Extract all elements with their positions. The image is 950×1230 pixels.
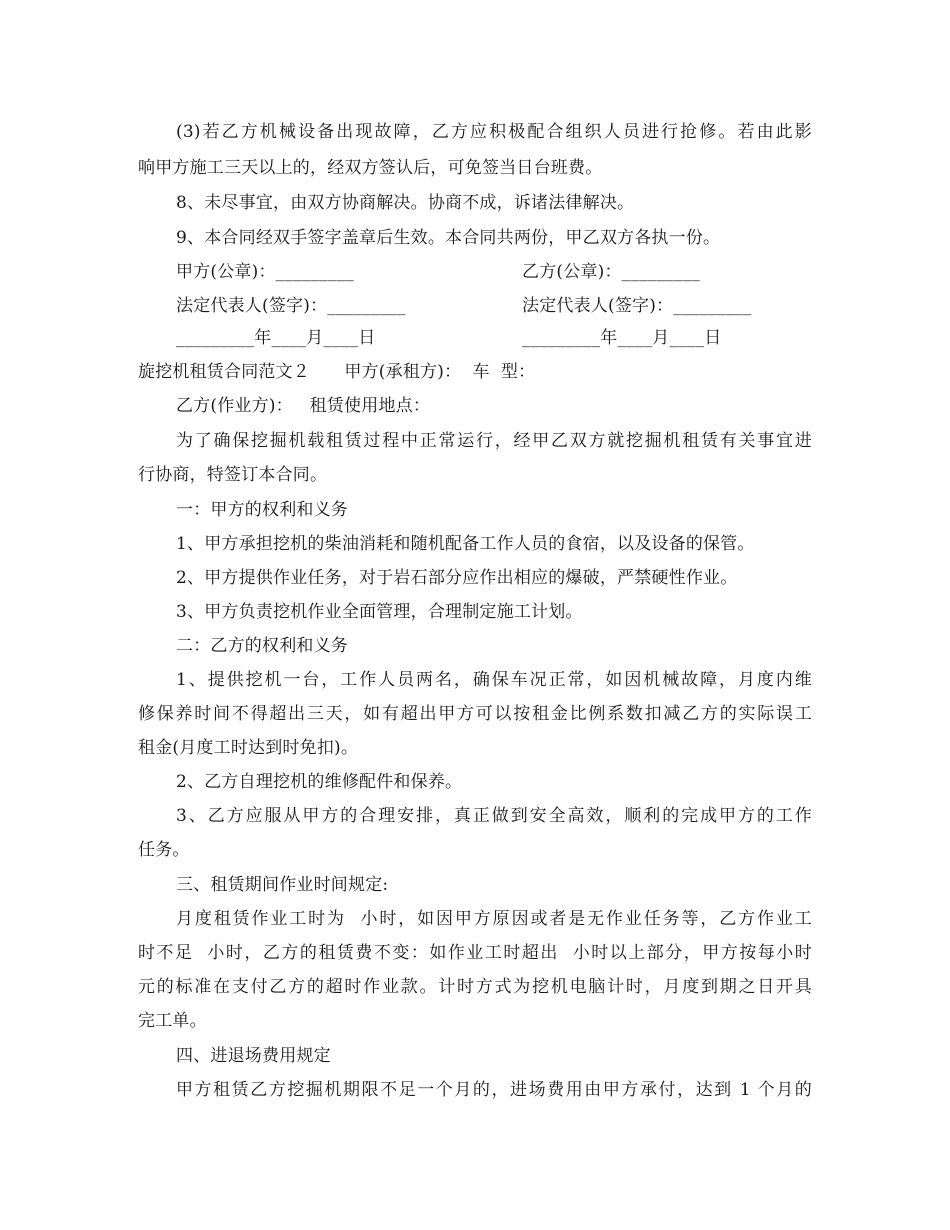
section-3-line-3: 元的标准在支付乙方的超时作业款。计时方式为挖机电脑计时，月度到期之日开具: [138, 977, 812, 997]
section-2-item-3-line-1: 3、乙方应服从甲方的合理安排，真正做到安全高效，顺利的完成甲方的工作: [176, 806, 812, 826]
section-3-line-4: 完工单。: [138, 1011, 207, 1031]
intro-line-2: 行协商，特签订本合同。: [138, 465, 328, 485]
section-3-line-2: 时不足 小时，乙方的租赁费不变：如作业工时超出 小时以上部分，甲方按每小时: [138, 943, 812, 963]
section-4-line-1: 甲方租赁乙方挖掘机期限不足一个月的，进场费用由甲方承付，达到 1 个月的: [176, 1080, 812, 1100]
paragraph-8: 8、未尽事宜，由双方协商解决。协商不成，诉诸法律解决。: [176, 193, 635, 213]
section-2-item-1-line-3: 租金(月度工时达到时免扣)。: [138, 738, 359, 758]
contract-title-line: 旋挖机租赁合同范文２ 甲方(承租方)： 车 型：: [138, 362, 536, 382]
section-1-item-1: 1、甲方承担挖机的柴油消耗和随机配备工作人员的食宿，以及设备的保管。: [176, 534, 755, 554]
section-1-item-3: 3、甲方负责挖机作业全面管理，合理制定施工计划。: [176, 602, 583, 622]
section-2-title: 二：乙方的权利和义务: [176, 636, 348, 656]
section-3-title: 三、租赁期间作业时间规定:: [176, 875, 389, 895]
intro-line-1: 为了确保挖掘机载租赁过程中正常运行，经甲乙双方就挖掘机租赁有关事宜进: [176, 431, 812, 451]
section-2-item-1-line-1: 1、提供挖机一台，工作人员两名，确保车况正常，如因机械故障，月度内维: [176, 670, 812, 690]
party-b-line: 乙方(作业方)： 租赁使用地点：: [176, 396, 431, 416]
party-a-date: _________年____月____日: [176, 328, 376, 348]
party-a-seal: 甲方(公章)：_________: [176, 262, 354, 282]
paragraph-9: 9、本合同经双手签字盖章后生效。本合同共两份，甲乙双方各执一份。: [176, 228, 721, 248]
section-1-item-2: 2、甲方提供作业任务，对于岩石部分应作出相应的爆破，严禁硬性作业。: [176, 568, 738, 588]
party-b-date: _________年____月____日: [522, 328, 722, 348]
party-a-representative: 法定代表人(签字)：_________: [176, 296, 406, 316]
paragraph-3-line-1: (3)若乙方机械设备出现故障，乙方应积极配合组织人员进行抢修。若由此影: [176, 122, 812, 142]
section-4-title: 四、进退场费用规定: [176, 1046, 331, 1066]
section-2-item-3-line-2: 任务。: [138, 840, 190, 860]
section-1-title: 一：甲方的权利和义务: [176, 500, 348, 520]
section-2-item-1-line-2: 修保养时间不得超出三天，如有超出甲方可以按租金比例系数扣减乙方的实际误工: [138, 704, 812, 724]
section-2-item-2: 2、乙方自理挖机的维修配件和保养。: [176, 772, 463, 792]
paragraph-3-line-2: 响甲方施工三天以上的，经双方签认后，可免签当日台班费。: [138, 158, 603, 178]
party-b-seal: 乙方(公章)：_________: [522, 262, 700, 282]
section-3-line-1: 月度租赁作业工时为 小时，如因甲方原因或者是无作业任务等，乙方作业工: [176, 909, 812, 929]
party-b-representative: 法定代表人(签字)：_________: [522, 296, 752, 316]
